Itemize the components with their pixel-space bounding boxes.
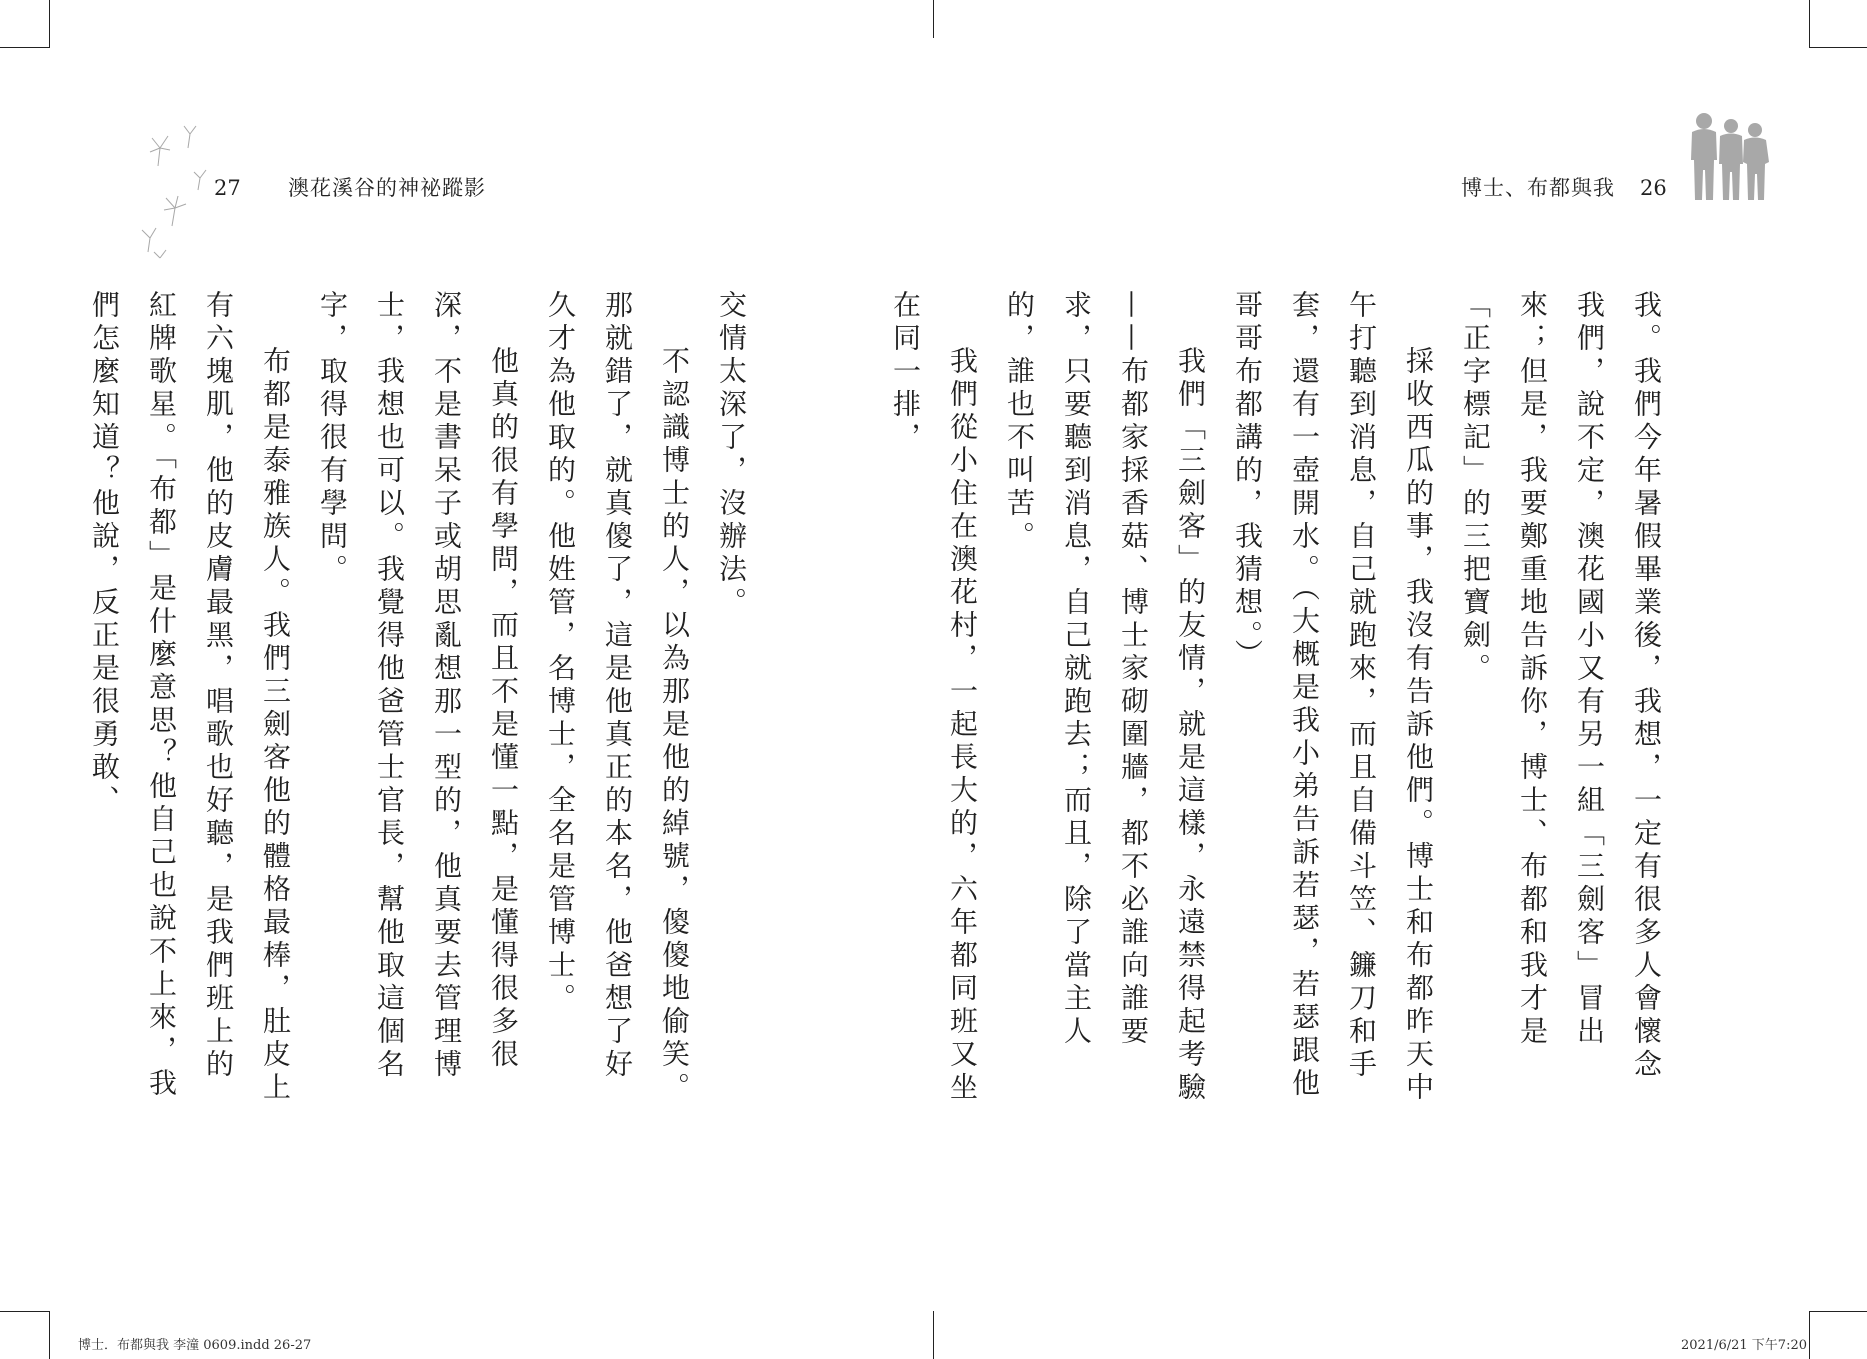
crop-mark-top-right-v (1809, 0, 1810, 48)
dandelion-seeds-icon (130, 118, 220, 268)
right-paragraph-1: 我。我們今年暑假畢業後，我想，一定有很多人會懷念我們，說不定，澳花國小又有另一組「三劍客」冒出來；但是，我要鄭重地告訴你，博士、布都和我才是「正字標記」的三把寶劍。 (1459, 290, 1663, 1082)
crop-mark-bottom-left-v (49, 1311, 50, 1359)
right-paragraph-3: 我們「三劍客」的友情，就是這樣，永遠禁得起考驗——布都家採香菇、博士家砌圍牆，都不必誰向誰要求，只要聽到消息，自己就跑去；而且，除了當主人的，誰也不叫苦。 (1003, 290, 1207, 1105)
slug-datetime: 2021/6/21 下午7:20 (1681, 1338, 1807, 1353)
left-paragraph-4: 布都是泰雅族人。我們三劍客他的體格最棒，肚皮上有六塊肌，他的皮膚最黑，唱歌也好聽，是我們班上的紅牌歌星。「布都」是什麼意思？他自己也說不上來，我們怎麼知道？他說，反正是很勇敢、 (88, 290, 292, 1105)
right-paragraph-2: 採收西瓜的事，我沒有告訴他們。博士和布都昨天中午打聽到消息，自己就跑來，而且自備斗笠、鐮刀和手套，還有一壺開水。（大概是我小弟告訴若瑟，若瑟跟他哥哥布都講的，我猜想。） (1231, 290, 1435, 1105)
left-page-number: 27 (214, 176, 241, 200)
crop-mark-top-left-v (49, 0, 50, 48)
right-page-body (889, 290, 1675, 1110)
right-running-title: 博士、布都與我 (1461, 176, 1615, 200)
crop-mark-bottom-right-h (1809, 1311, 1867, 1312)
crop-mark-bottom-center (933, 1311, 934, 1359)
left-paragraph-2: 不認識博士的人，以為那是他的綽號，傻傻地偷笑。那就錯了，就真傻了，這是他真正的本名，他爸想了好久才為他取的。他姓管，名博士，全名是管博士。 (544, 290, 691, 1105)
right-paragraph-4: 我們從小住在澳花村，一起長大的，六年都同班又坐在同一排， (889, 290, 979, 1105)
three-children-silhouette-icon (1686, 112, 1772, 202)
left-paragraph-3: 他真的很有學問，而且不是懂一點，是懂得很多很深，不是書呆子或胡思亂想那一型的，他真要去管理博士，我想也可以。我覺得他爸管士官長，幫他取這個名字，取得很有學問。 (316, 290, 520, 1082)
crop-mark-bottom-right-v (1809, 1311, 1810, 1359)
crop-mark-bottom-left-h (0, 1311, 50, 1312)
left-running-title: 澳花溪谷的神祕蹤影 (288, 176, 486, 200)
right-page-number: 26 (1640, 176, 1667, 200)
crop-mark-top-right-h (1809, 47, 1867, 48)
left-page-body (88, 290, 760, 1110)
left-paragraph-1: 交情太深了，沒辦法。 (715, 290, 748, 620)
crop-mark-top-left-h (0, 47, 50, 48)
slug-file-info: 博士．布都與我 李潼 0609.indd 26-27 (78, 1338, 312, 1353)
crop-mark-top-center (933, 0, 934, 38)
